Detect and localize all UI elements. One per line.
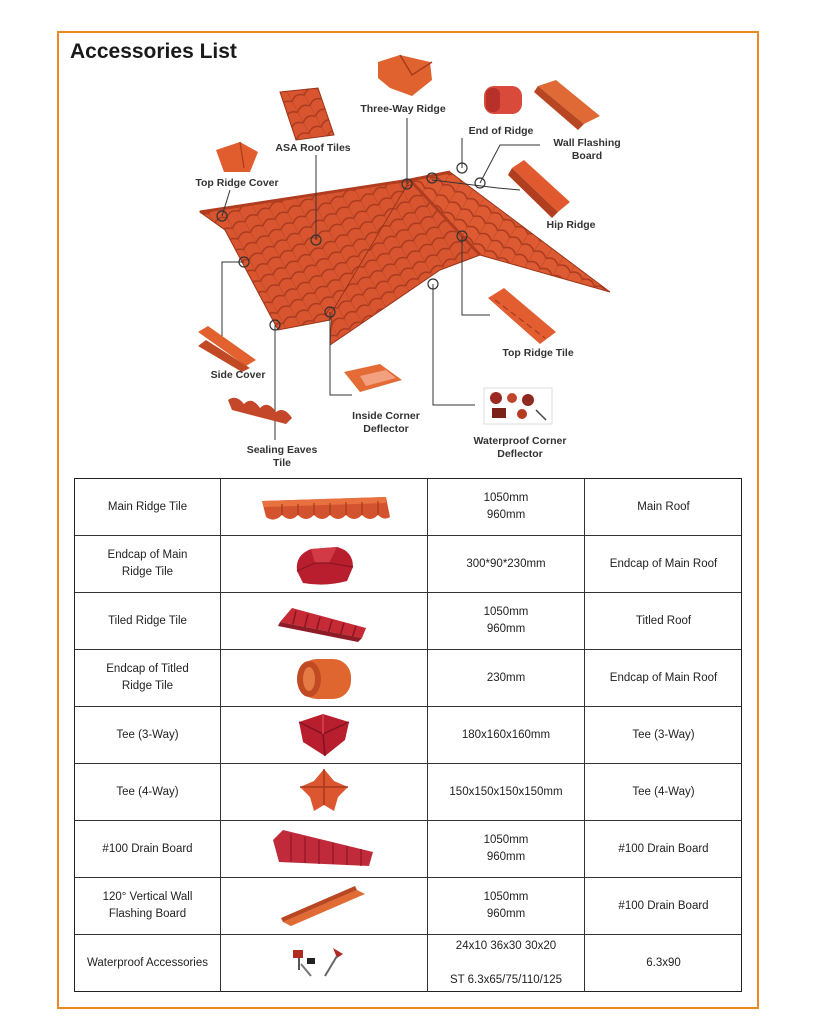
item-size: 1050mm 960mm <box>428 479 585 535</box>
label-asa-roof-tiles: ASA Roof Tiles <box>275 142 351 154</box>
item-image <box>221 707 428 763</box>
item-image <box>221 878 428 934</box>
drain-board-icon <box>269 826 379 872</box>
item-size: 1050mm 960mm <box>428 821 585 877</box>
table-row <box>75 821 741 878</box>
label-waterproof-corner-deflector: Waterproof Corner Deflector <box>473 435 567 460</box>
label-end-of-ridge: End of Ridge <box>468 125 534 137</box>
item-usage: #100 Drain Board <box>618 842 709 855</box>
label-side-cover: Side Cover <box>210 369 266 381</box>
item-name: Tee (3-Way) <box>75 707 221 763</box>
three-way-ridge-thumb <box>378 55 432 96</box>
item-image <box>221 764 428 820</box>
item-size: 300*90*230mm <box>428 536 585 592</box>
table-row <box>75 536 741 593</box>
item-usage: Tee (3-Way) <box>632 728 695 741</box>
item-image <box>221 821 428 877</box>
end-of-ridge-thumb <box>484 86 522 114</box>
endcap-titled-ridge-icon <box>289 653 359 703</box>
item-usage: Titled Roof <box>635 614 692 627</box>
item-size: 24x10 36x30 30x20 ST 6.3x65/75/110/125 <box>428 935 585 992</box>
item-image <box>221 935 428 992</box>
label-top-ridge-cover: Top Ridge Cover <box>195 177 279 189</box>
item-image <box>221 536 428 592</box>
roof-diagram <box>0 0 816 480</box>
item-image <box>221 593 428 649</box>
inside-corner-thumb <box>344 364 402 392</box>
table-row <box>75 650 741 707</box>
wall-flashing-board-icon <box>279 884 369 928</box>
label-top-ridge-tile: Top Ridge Tile <box>502 347 574 359</box>
item-name: Main Ridge Tile <box>75 479 221 535</box>
table-row <box>75 935 741 992</box>
hip-ridge-thumb <box>508 160 570 218</box>
item-size: 230mm <box>428 650 585 706</box>
tee-4-way-icon <box>294 765 354 819</box>
asa-roof-tiles-thumb <box>280 88 334 140</box>
side-cover-thumb <box>198 326 256 372</box>
roof-illustration <box>0 0 816 480</box>
wall-flashing-thumb <box>534 80 600 130</box>
table-row <box>75 479 741 536</box>
tiled-ridge-tile-icon <box>274 598 374 644</box>
item-usage: Endcap of Main Roof <box>609 671 718 684</box>
item-name: Endcap of Main Ridge Tile <box>75 536 221 592</box>
endcap-main-ridge-icon <box>289 541 359 587</box>
item-name: Tee (4-Way) <box>75 764 221 820</box>
item-size: 180x160x160mm <box>428 707 585 763</box>
item-name: Tiled Ridge Tile <box>75 593 221 649</box>
page-title: Accessories List <box>70 40 237 63</box>
item-name: 120° Vertical Wall Flashing Board <box>75 878 221 934</box>
item-usage: Main Roof <box>637 500 690 513</box>
item-name: Endcap of Titled Ridge Tile <box>75 650 221 706</box>
item-size: 1050mm 960mm <box>428 878 585 934</box>
item-image <box>221 650 428 706</box>
table-row <box>75 764 741 821</box>
tee-3-way-icon <box>289 708 359 762</box>
label-wall-flashing-board: Wall Flashing Board <box>553 137 621 162</box>
top-ridge-cover-thumb <box>216 142 258 172</box>
label-inside-corner-deflector: Inside Corner Deflector <box>352 410 420 435</box>
item-usage: #100 Drain Board <box>618 899 709 912</box>
table-row <box>75 707 741 764</box>
item-usage: 6.3x90 <box>646 957 681 969</box>
waterproof-corner-thumb <box>484 388 552 424</box>
label-hip-ridge: Hip Ridge <box>546 219 596 231</box>
label-three-way-ridge: Three-Way Ridge <box>360 103 446 115</box>
main-ridge-tile-icon <box>254 487 394 527</box>
label-sealing-eaves-tile: Sealing Eaves Tile <box>246 444 318 469</box>
item-image <box>221 479 428 535</box>
accessories-table <box>74 478 742 992</box>
waterproof-accessories-icon <box>289 944 359 984</box>
sealing-eaves-thumb <box>228 398 292 424</box>
table-row <box>75 878 741 935</box>
item-size: 1050mm 960mm <box>428 593 585 649</box>
top-ridge-tile-thumb <box>488 288 556 344</box>
item-usage: Endcap of Main Roof <box>609 557 718 570</box>
table-row <box>75 593 741 650</box>
item-name: Waterproof Accessories <box>75 935 221 992</box>
item-usage: Tee (4-Way) <box>632 785 695 798</box>
item-name: #100 Drain Board <box>75 821 221 877</box>
item-size: 150x150x150x150mm <box>428 764 585 820</box>
